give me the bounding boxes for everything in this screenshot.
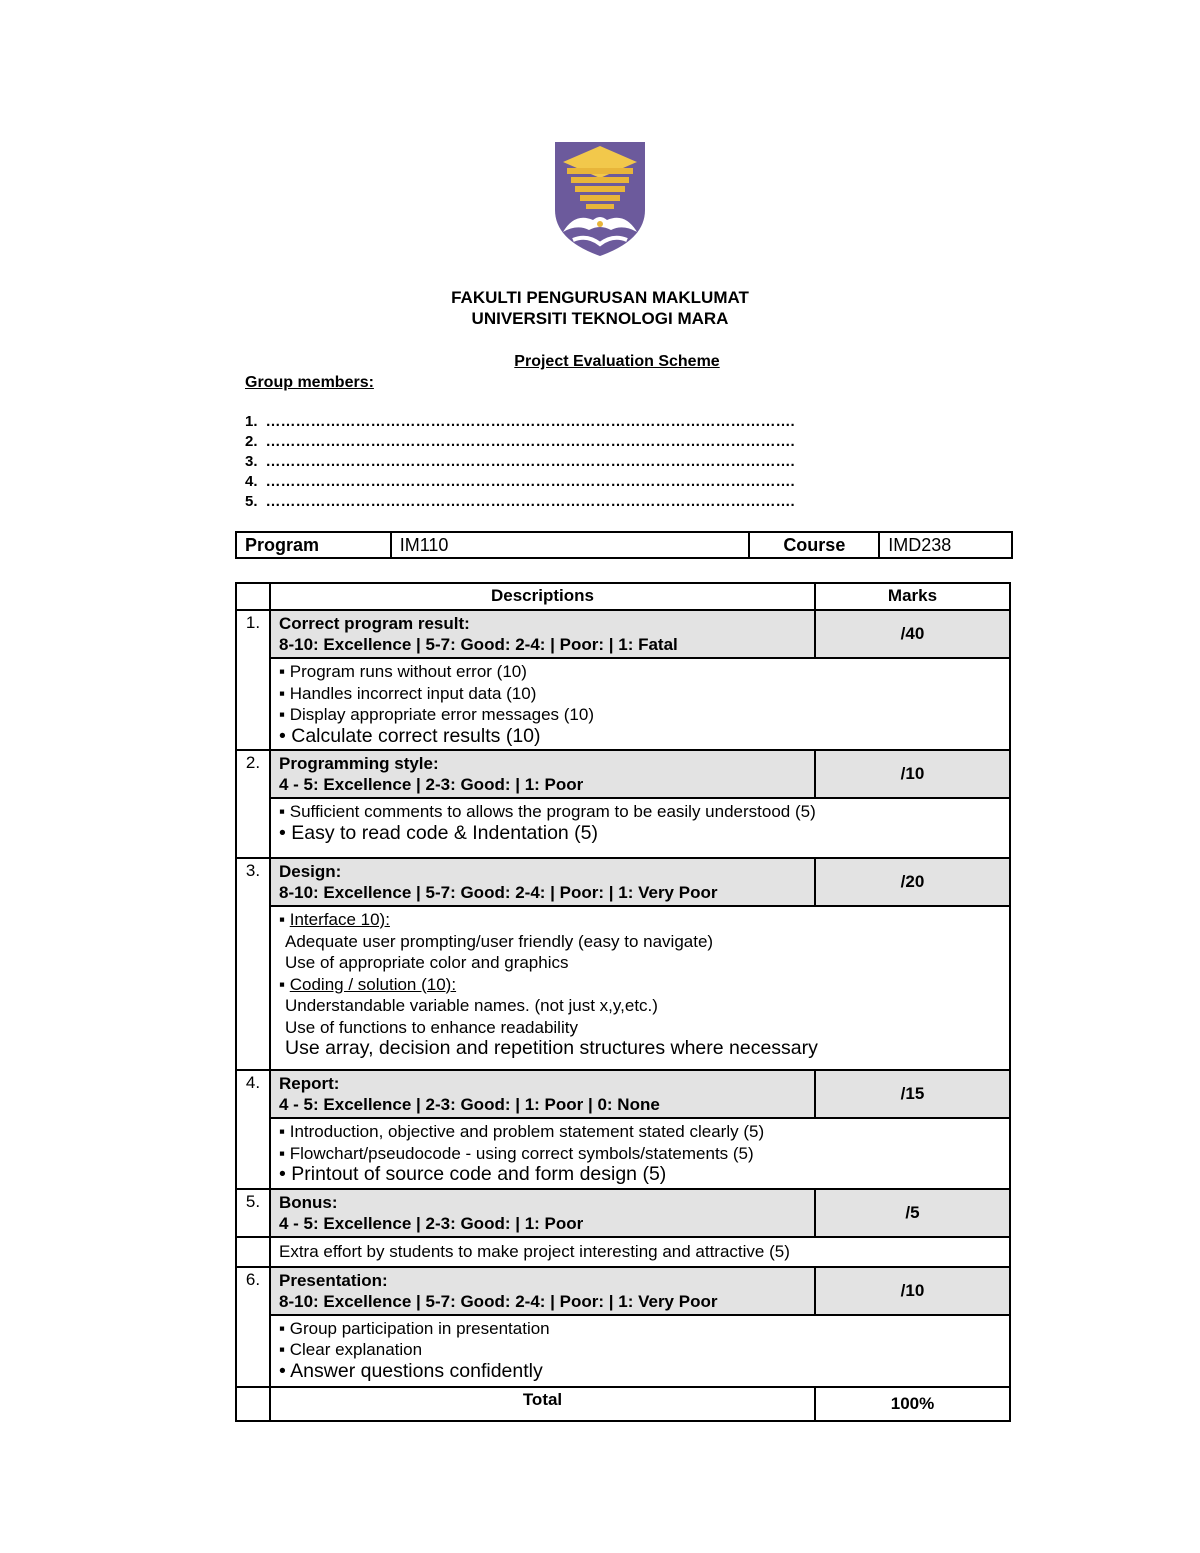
group-members-list [245,412,905,512]
section-criteria [270,1315,1010,1387]
section-title: Programming style: [279,754,439,773]
section-scale: 8-10: Excellence | 5-7: Good: 2-4: | Poor: | 1: Fatal [279,635,678,654]
section-criteria [270,798,1010,858]
group-members-label: Group members: [245,374,374,391]
university-title: UNIVERSITI TEKNOLOGI MARA [471,309,729,328]
section-scale: 4 - 5: Excellence | 2-3: Good: | 1: Poor [279,1213,584,1233]
section-title: Design: [279,862,342,881]
course-value: IMD238 [879,532,1012,558]
member-line[interactable]: 2. ……………………………………………………………………………………………. [245,433,795,450]
section-scale: 8-10: Excellence | 5-7: Good: 2-4: | Poor: | 1: Very Poor [279,883,718,902]
section-number: 2. [236,750,270,858]
section-marks: /15 [815,1070,1010,1118]
bonus-criteria: Extra effort by students to make project interesting and attractive (5) [270,1237,1010,1267]
section-title: Correct program result: [279,614,470,633]
criteria-item: ▪ Handles incorrect input data (10) [279,683,537,703]
course-label: Course [749,532,879,558]
section-number: 4. [236,1070,270,1189]
coding-subheading: ▪ Coding / solution (10): [279,974,457,994]
section-number: 6. [236,1267,270,1387]
member-line[interactable]: 3. ……………………………………………………………………………………………. [245,453,795,470]
faculty-title: FAKULTI PENGURUSAN MAKLUMAT [451,288,749,307]
section-scale: 4 - 5: Excellence | 2-3: Good: | 1: Poor [279,775,584,794]
criteria-item: Use of functions to enhance readability [285,1017,578,1037]
program-value: IM110 [391,532,750,558]
section-number: 1. [236,610,270,750]
program-label: Program [236,532,391,558]
section-marks: /10 [815,1267,1010,1315]
section-title: Bonus: [279,1192,338,1212]
member-line[interactable]: 4. ……………………………………………………………………………………………. [245,473,795,490]
section-heading [270,750,815,798]
criteria-item: ▪ Display appropriate error messages (10) [279,705,594,724]
criteria-item: • Easy to read code & Indentation (5) [279,821,599,844]
member-line[interactable]: 5. ……………………………………………………………………………………………. [245,493,795,510]
total-value: 100% [815,1387,1010,1421]
criteria-item: ▪ Introduction, objective and problem statement stated clearly (5) [279,1122,765,1141]
section-marks: /40 [815,610,1010,658]
empty-cell [236,1387,270,1421]
section-heading [270,1267,815,1315]
criteria-item: • Printout of source code and form design (5) [279,1163,667,1185]
section-heading [270,1070,815,1118]
section-marks: /20 [815,858,1010,906]
section-heading [270,1189,815,1237]
descriptions-header: Descriptions [270,583,815,610]
criteria-item: ▪ Group participation in presentation [279,1318,550,1338]
university-crest-icon [553,140,647,258]
criteria-item: • Answer questions confidently [279,1359,543,1382]
section-criteria [270,658,1010,750]
section-number: 3. [236,858,270,1070]
section-heading [270,858,815,906]
total-label: Total [270,1387,815,1421]
section-criteria [270,1118,1010,1189]
criteria-item: Use of appropriate color and graphics [285,953,569,972]
evaluation-table [235,582,1011,1422]
section-scale: 4 - 5: Excellence | 2-3: Good: | 1: Poor | 0: None [279,1095,660,1114]
criteria-item: Understandable variable names. (not just x,y,etc.) [285,996,658,1015]
section-scale: 8-10: Excellence | 5-7: Good: 2-4: | Poor: | 1: Very Poor [279,1291,718,1311]
criteria-item: • Calculate correct results (10) [279,724,541,747]
section-marks: /10 [815,750,1010,798]
program-course-table [235,531,1013,559]
section-criteria [270,906,1010,1070]
criteria-item: Use array, decision and repetition structures where necessary [285,1037,818,1059]
criteria-item: ▪ Sufficient comments to allows the program to be easily understood (5) [279,802,816,821]
section-title: Report: [279,1074,340,1093]
section-marks: /5 [815,1189,1010,1237]
criteria-item: ▪ Clear explanation [279,1340,423,1359]
document-subtitle: Project Evaluation Scheme [514,353,720,370]
marks-header: Marks [815,583,1010,610]
section-number: 5. [236,1189,270,1237]
interface-subheading: ▪ Interface 10): [279,910,390,929]
table-corner [236,583,270,610]
empty-cell [236,1237,270,1267]
section-title: Presentation: [279,1270,388,1290]
criteria-item: ▪ Program runs without error (10) [279,662,527,681]
criteria-item: ▪ Flowchart/pseudocode - using correct symbols/statements (5) [279,1143,754,1163]
member-line[interactable]: 1. ……………………………………………………………………………………………. [245,413,795,430]
criteria-item: Adequate user prompting/user friendly (easy to navigate) [285,931,714,951]
section-heading [270,610,815,658]
